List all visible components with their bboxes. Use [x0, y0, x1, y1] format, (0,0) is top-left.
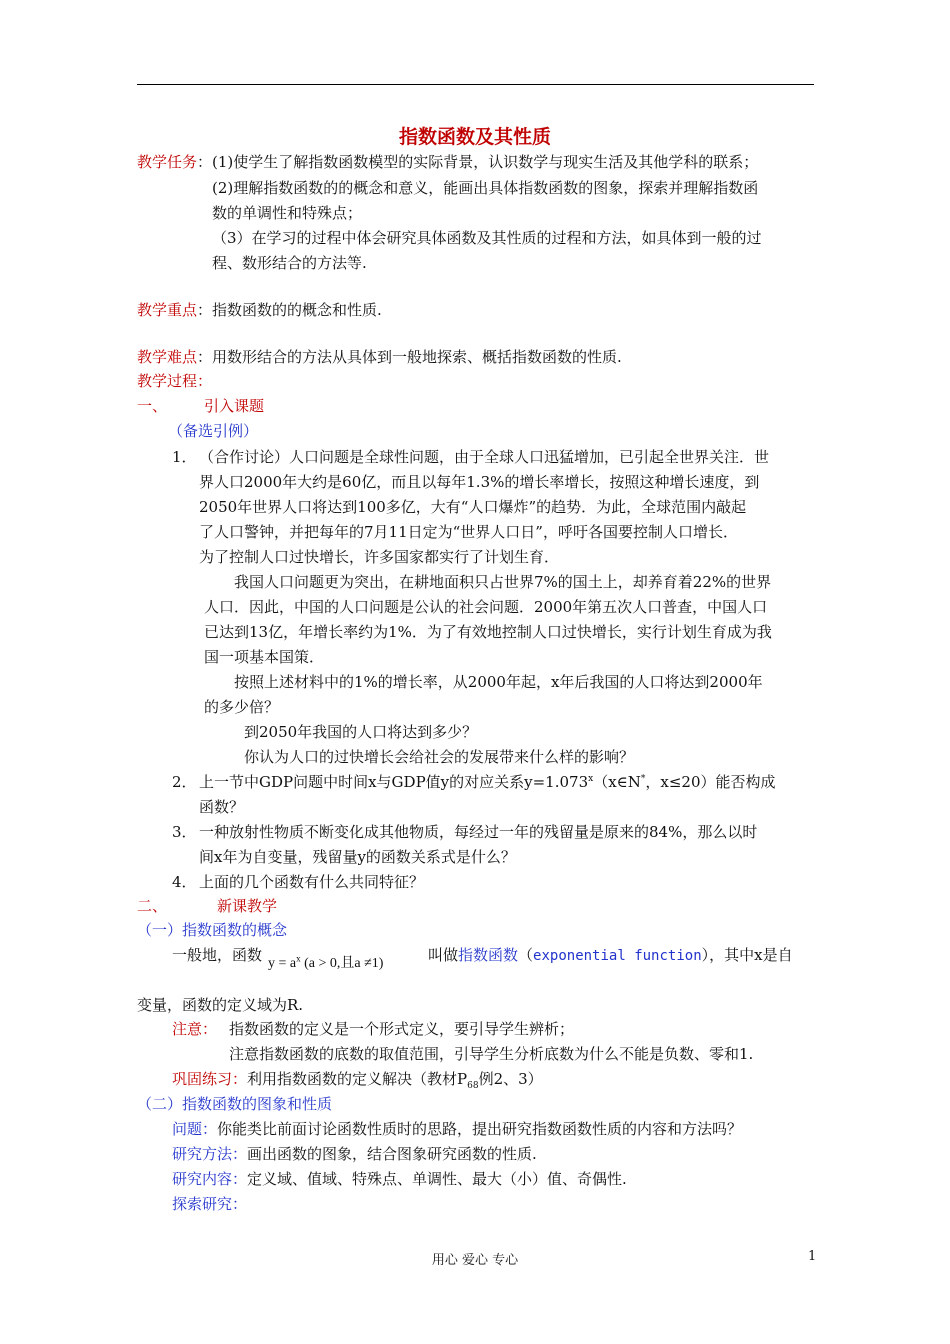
focus-line	[137, 300, 382, 320]
section-2-number: 二、	[137, 897, 168, 915]
item-1-line: （合作讨论）人口问题是全球性问题，由于全球人口迅猛增加，已引起全世界关注．世	[199, 448, 770, 466]
practice-text-b: 例2、3）	[478, 1070, 543, 1088]
difficulty-colon: ：	[197, 348, 213, 366]
practice-line	[172, 1069, 543, 1089]
focus-colon: ：	[197, 301, 213, 319]
concept-heading: （一）指数函数的概念	[137, 921, 288, 939]
item-1-para2-line: 我国人口问题更为突出，在耕地面积只占世界7%的国土上，却养育着22%的世界	[234, 573, 772, 591]
graph-content-label: 研究内容：	[172, 1170, 248, 1188]
item-2-text-c: ，x≤20）能否构成	[645, 773, 776, 791]
graph-explore-label: 探索研究：	[172, 1195, 248, 1213]
item-2-star: *	[640, 774, 646, 784]
item-2-number: 2．	[172, 773, 197, 791]
item-1-question-3: 你认为人口的过快增长会给社会的发展带来什么样的影响？	[244, 748, 635, 766]
header-rule	[137, 84, 814, 85]
item-1-line: 了人口警钟，并把每年的7月11日定为“世界人口日”，呼吁各国要控制人口增长．	[199, 523, 738, 541]
concept-english-close: ），其中x是自	[701, 946, 793, 964]
difficulty-line	[137, 347, 622, 367]
graph-method-text: 画出函数的图象，结合图象研究函数的性质.	[247, 1145, 537, 1163]
formula-exponent: x	[296, 953, 301, 964]
practice-text-a: 利用指数函数的定义解决（教材P	[247, 1070, 468, 1088]
item-1-para3-line: 按照上述材料中的1%的增长率，从2000年起，x年后我国的人口将达到2000年	[234, 673, 763, 691]
item-2-line-2: 函数？	[199, 798, 245, 816]
footer-center-text: 用心 爱心 专心	[431, 1253, 519, 1268]
item-4-text: 上面的几个函数有什么共同特征？	[199, 873, 425, 891]
note-label: 注意：	[172, 1020, 218, 1038]
concept-english-open: （	[518, 946, 534, 964]
concept-definition-tail	[428, 945, 793, 966]
page-title: 指数函数及其性质	[398, 126, 551, 148]
concept-intro: 一般地，函数	[172, 946, 263, 964]
graph-question-label: 问题：	[172, 1120, 218, 1138]
tasks-item-3-line-1: （3）在学习的过程中体会研究具体函数及其性质的过程和方法，如具体到一般的过	[212, 229, 762, 247]
formula-condition: (a > 0,且a ≠1)	[300, 956, 384, 971]
section-1-number: 一、	[137, 397, 168, 415]
concept-called: 叫做	[428, 946, 459, 964]
graph-content-text: 定义域、值域、特殊点、单调性、最大（小）值、奇偶性.	[247, 1170, 627, 1188]
tasks-item-1: (1)使学生了解指数函数模型的实际背景，认识数学与现实生活及其他学科的联系；	[212, 153, 759, 171]
section-1-subtitle: （备选引例）	[168, 422, 259, 440]
difficulty-label: 教学难点	[137, 348, 198, 366]
focus-label: 教学重点	[137, 301, 198, 319]
tasks-item-3-line-2: 程、数形结合的方法等.	[212, 254, 367, 272]
tasks-colon: ：	[197, 153, 213, 171]
exponential-formula	[268, 953, 383, 975]
item-1-para2-line: 已达到13亿，年增长率约为1%．为了有效地控制人口过快增长，实行计划生育成为我	[204, 623, 772, 641]
item-3-line-1: 一种放射性物质不断变化成其他物质，每经过一年的残留量是原来的84%，那么以时	[199, 823, 758, 841]
concept-term: 指数函数	[458, 946, 519, 964]
concept-line-2: 变量，函数的定义域为R.	[137, 996, 304, 1014]
item-3-line-2: 间x年为自变量，残留量y的函数关系式是什么？	[199, 848, 516, 866]
item-1-question-2: 到2050年我国的人口将达到多少？	[244, 723, 478, 741]
item-1-line: 界人口2000年大约是60亿，而且以每年1.3%的增长率增长，按照这种增长速度，到	[199, 473, 760, 491]
formula-base: y = a	[268, 956, 297, 971]
graph-question-text: 你能类比前面讨论函数性质时的思路，提出研究指数函数性质的内容和方法吗？	[217, 1120, 743, 1138]
section-2-title: 新课教学	[217, 897, 278, 915]
section-1-title: 引入课题	[204, 397, 265, 415]
practice-page-number: 68	[467, 1081, 479, 1091]
note-text-1: 指数函数的定义是一个形式定义，要引导学生辨析；	[229, 1020, 575, 1038]
practice-label: 巩固练习：	[172, 1070, 248, 1088]
item-1-line: 为了控制人口过快增长，许多国家都实行了计划生育．	[199, 548, 560, 566]
concept-english-term: exponential function	[533, 948, 702, 964]
item-1-para2-line: 国一项基本国策．	[204, 648, 325, 666]
item-1-number: 1．	[172, 448, 197, 466]
graph-heading: （二）指数函数的图象和性质	[137, 1095, 333, 1113]
tasks-line-1	[137, 152, 758, 172]
item-2-text-a: 上一节中GDP问题中时间x与GDP值y的对应关系y=1.073	[199, 773, 589, 791]
tasks-label: 教学任务	[137, 153, 198, 171]
item-1-para2-line: 人口．因此，中国的人口问题是公认的社会问题．2000年第五次人口普查，中国人口	[204, 598, 768, 616]
item-3-number: 3．	[172, 823, 197, 841]
process-label: 教学过程：	[137, 372, 213, 390]
item-2-exponent: x	[588, 774, 594, 784]
item-4-number: 4．	[172, 873, 197, 891]
item-1-para3-line: 的多少倍？	[204, 698, 280, 716]
page-number: 1	[808, 1249, 817, 1264]
graph-method-line	[172, 1144, 537, 1164]
tasks-item-2-line-2: 数的单调性和特殊点；	[212, 204, 363, 222]
item-1-line: 2050年世界人口将达到100多亿，大有“人口爆炸”的趋势．为此，全球范围内敲起	[199, 498, 747, 516]
item-2-line-1	[199, 772, 776, 792]
graph-content-line	[172, 1169, 627, 1189]
note-text-2: 注意指数函数的底数的取值范围，引导学生分析底数为什么不能是负数、零和1.	[229, 1045, 754, 1063]
tasks-item-2-line-1: (2)理解指数函数的的概念和意义，能画出具体指数函数的图象，探索并理解指数函	[212, 179, 759, 197]
focus-text: 指数函数的的概念和性质.	[212, 301, 382, 319]
graph-question-line	[172, 1119, 742, 1139]
item-2-text-b: （x∈N	[593, 773, 641, 791]
graph-method-label: 研究方法：	[172, 1145, 248, 1163]
difficulty-text: 用数形结合的方法从具体到一般地探索、概括指数函数的性质.	[212, 348, 622, 366]
